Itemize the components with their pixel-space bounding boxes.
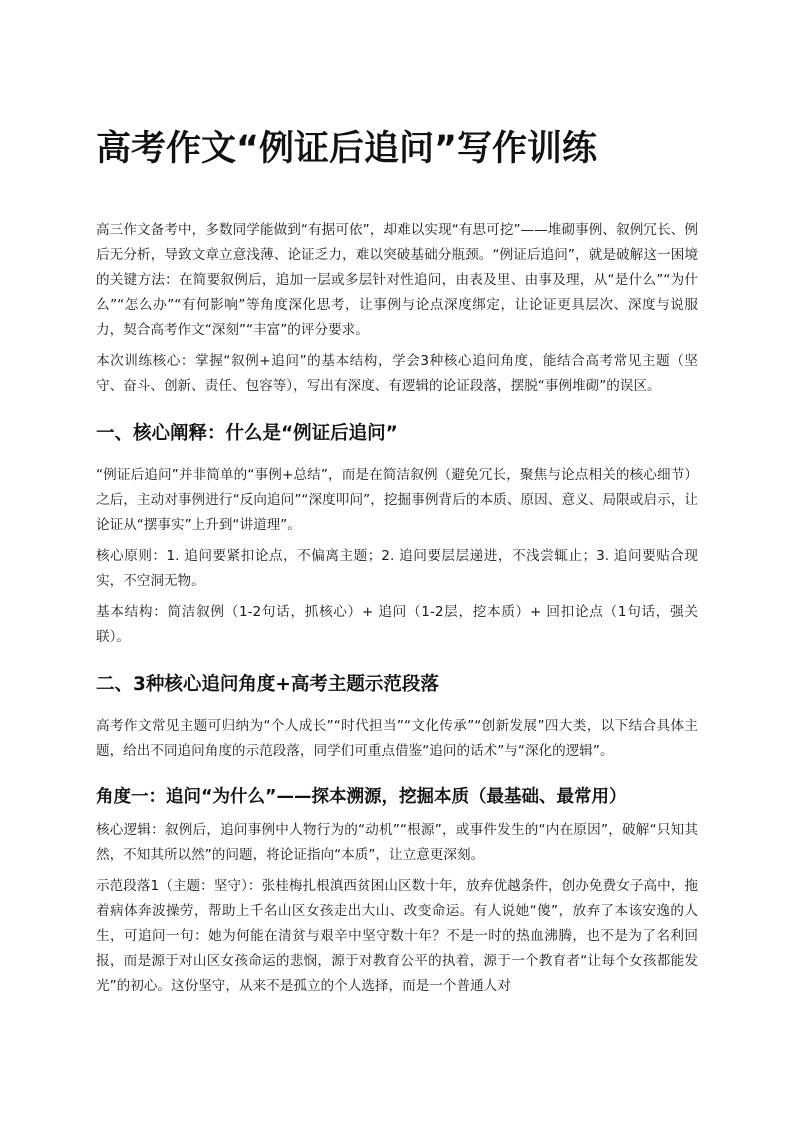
body-paragraph: 高考作文常见主题可归纳为“个人成长”“时代担当”“文化传承”“创新发展”四大类，以下结合具体主题，给出不同追问角度的示范段落，同学们可重点借鉴“追问的话术”与“深化的逻辑”。 [96, 718, 698, 759]
body-paragraph: “例证后追问”并非简单的“事例+总结”，而是在简洁叙例（避免冗长，聚焦与论点相关的核心细节）之后，主动对事例进行“反向追问”“深度叩问”，挖掘事例背后的本质、原因、意义、局限或启示，让论证从“摆事实”上升到“讲道理”。 [96, 467, 698, 533]
intro-paragraph: 本次训练核心：掌握“叙例+追问”的基本结构，学会3种核心追问角度，能结合高考常见主题（坚守、奋斗、创新、责任、包容等），写出有深度、有逻辑的论证段落，摆脱“事例堆砌”的误区。 [96, 353, 698, 394]
page-title: 高考作文“例证后追问”写作训练 [96, 129, 598, 169]
subsection-heading: 角度一：追问“为什么”——探本溯源，挖掘本质（最基础、最常用） [96, 787, 627, 807]
body-paragraph: 基本结构：简洁叙例（1-2句话，抓核心）+ 追问（1-2层，挖本质）+ 回扣论点（1句话，强关联）。 [96, 604, 698, 645]
body-paragraph: 核心逻辑：叙例后，追问事例中人物行为的“动机”“根源”，或事件发生的“内在原因”，破解“只知其然，不知其所以然”的问题，将论证指向“本质”，让立意更深刻。 [96, 822, 698, 863]
section-heading: 二、3种核心追问角度+高考主题示范段落 [96, 674, 439, 695]
section-heading: 一、核心阐释：什么是“例证后追问” [96, 423, 398, 444]
intro-paragraph: 高三作文备考中，多数同学能做到“有据可依”，却难以实现“有思可挖”——堆砌事例、叙例冗长、例后无分析，导致文章立意浅薄、论证乏力，难以突破基础分瓶颈。“例证后追问”，就是破解这一困境的关键方法：在简要叙例后，追加一层或多层针对性追问，由表及里、由事及理，从“是什么”“为什么”“怎么办”“有何影响”等角度深化思考，让事例与论点深度绑定，让论证更具层次、深度与说服力，契合高考作文“深刻”“丰富”的评分要求。 [96, 222, 698, 338]
body-paragraph: 示范段落1（主题：坚守）：张桂梅扎根滇西贫困山区数十年，放弃优越条件，创办免费女子高中，拖着病体奔波操劳，帮助上千名山区女孩走出大山、改变命运。有人说她“傻”，放弃了本该安逸的人生，可追问一句：她为何能在清贫与艰辛中坚守数十年？不是一时的热血沸腾，也不是为了名利回报，而是源于对山区女孩命运的悲悯，源于对教育公平的执着，源于一个教育者“让每个女孩都能发光”的初心。这份坚守，从来不是孤立的个人选择，而是一个普通人对 [96, 878, 698, 994]
body-paragraph: 核心原则：1. 追问要紧扣论点，不偏离主题；2. 追问要层层递进，不浅尝辄止；3. 追问要贴合现实，不空洞无物。 [96, 548, 698, 589]
